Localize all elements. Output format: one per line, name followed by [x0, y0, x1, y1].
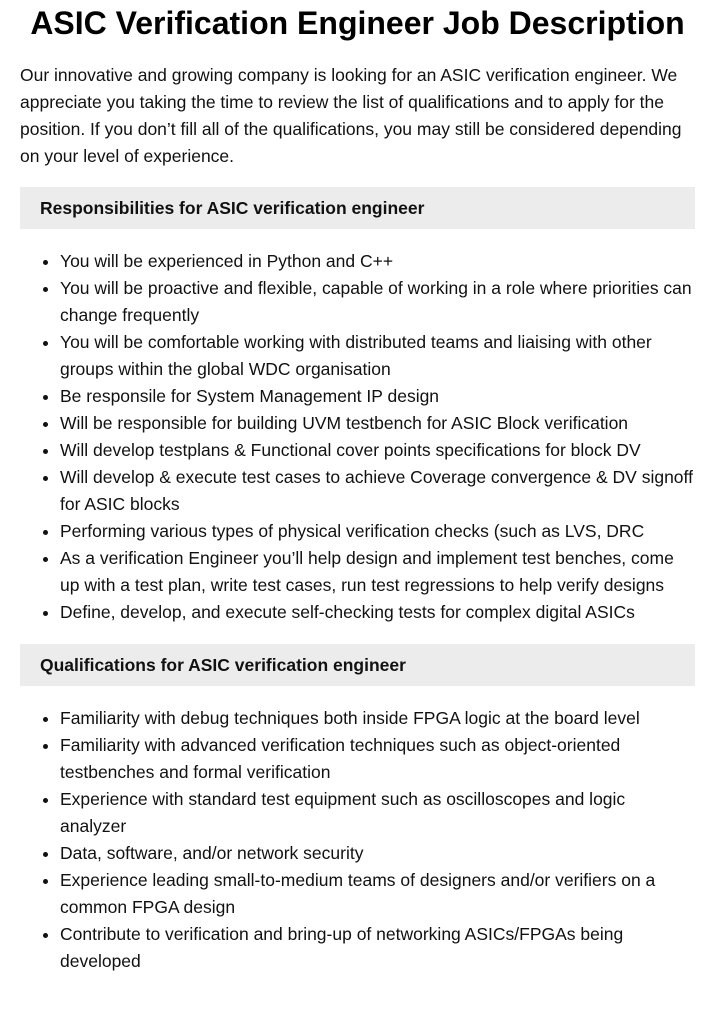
list-item: • You will be comfortable working with distributed teams and liaising with other groups within the global WDC organisation: [60, 329, 695, 383]
list-item: • Data, software, and/or network security: [60, 840, 695, 867]
list-item: • As a verification Engineer you’ll help design and implement test benches, come up with a test plan, write test cases, run test regressions to help verify designs: [60, 545, 695, 599]
list-item: • Familiarity with debug techniques both inside FPGA logic at the board level: [60, 705, 695, 732]
list-item: • Performing various types of physical verification checks (such as LVS, DRC: [60, 518, 695, 545]
list-item: • Will develop & execute test cases to achieve Coverage convergence & DV signoff for ASIC blocks: [60, 464, 695, 518]
list-item: • Experience with standard test equipment such as oscilloscopes and logic analyzer: [60, 786, 695, 840]
list-item: • Define, develop, and execute self-checking tests for complex digital ASICs: [60, 599, 695, 626]
qualifications-heading: Qualifications for ASIC verification engineer: [20, 644, 695, 686]
list-item: • You will be experienced in Python and C++: [60, 248, 695, 275]
list-item: • Be responsile for System Management IP design: [60, 383, 695, 410]
list-item: • You will be proactive and flexible, capable of working in a role where priorities can change frequently: [60, 275, 695, 329]
list-item: • Will develop testplans & Functional cover points specifications for block DV: [60, 437, 695, 464]
qualifications-list: [20, 705, 695, 975]
responsibilities-list: [20, 248, 695, 626]
page-title: ASIC Verification Engineer Job Description: [30, 5, 685, 41]
intro-paragraph: Our innovative and growing company is looking for an ASIC verification engineer. We appreciate you taking the time to review the list of qualifications and to apply for the position. If you don’t fill all of the qualifications, you may still be considered depending on your level of experience.: [20, 65, 682, 166]
responsibilities-heading: Responsibilities for ASIC verification engineer: [20, 187, 695, 229]
list-item: • Familiarity with advanced verification techniques such as object-oriented testbenches and formal verification: [60, 732, 695, 786]
list-item: • Contribute to verification and bring-up of networking ASICs/FPGAs being developed: [60, 921, 695, 975]
list-item: • Experience leading small-to-medium teams of designers and/or verifiers on a common FPGA design: [60, 867, 695, 921]
list-item: • Will be responsible for building UVM testbench for ASIC Block verification: [60, 410, 695, 437]
